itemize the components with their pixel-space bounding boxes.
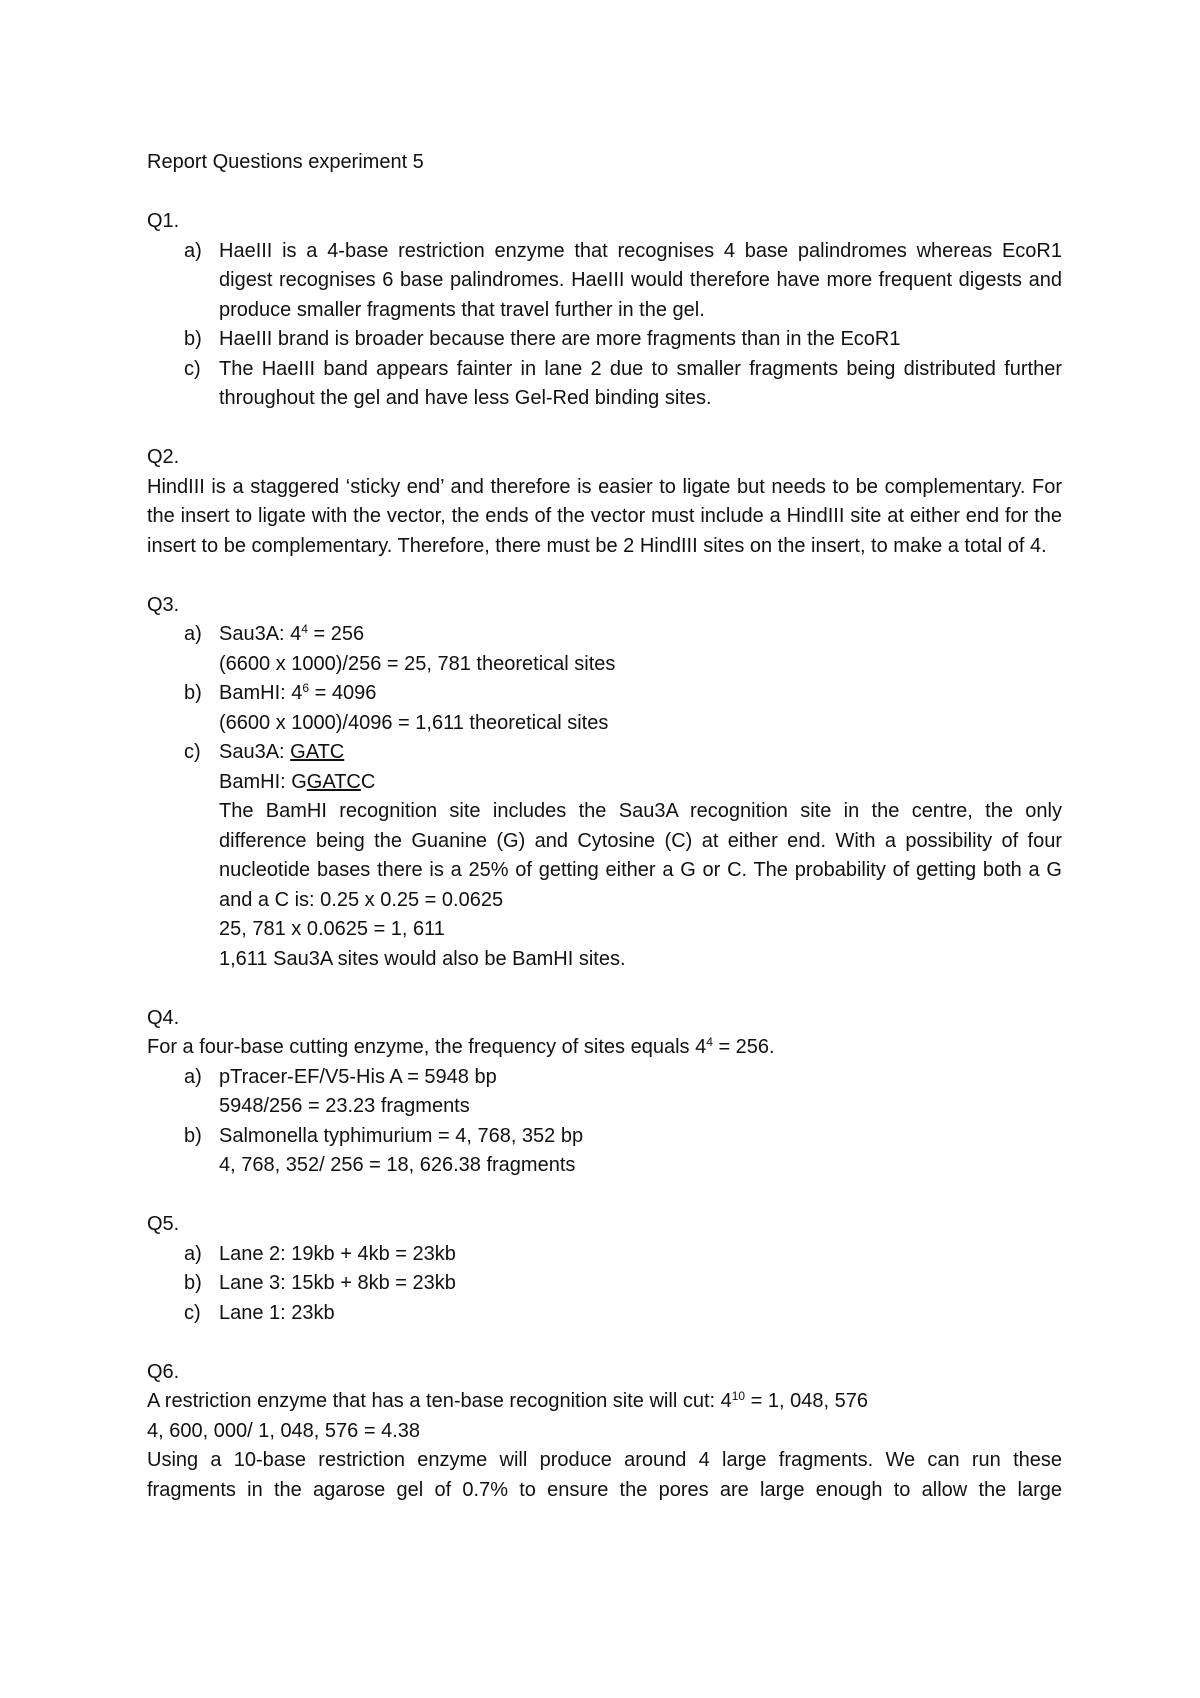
question-1-item-b xyxy=(147,325,1062,355)
question-6-line1 xyxy=(147,1387,1062,1417)
question-3-c-calc: 25, 781 x 0.0625 = 1, 611 xyxy=(219,918,445,940)
list-marker: b) xyxy=(184,328,202,350)
question-1-list xyxy=(147,237,1062,414)
question-6-text: Using a 10-base restriction enzyme will produce around 4 large fragments. We can run these fragments in the agarose gel of 0.7% to ensure the pores are large enough to allow the large xyxy=(147,1449,1062,1501)
question-4-a-line1: pTracer-EF/V5-His A = 5948 bp xyxy=(219,1065,497,1088)
question-4-intro xyxy=(147,1033,1062,1063)
list-marker: b) xyxy=(184,1124,202,1147)
question-4 xyxy=(147,1004,1062,1181)
list-marker: a) xyxy=(184,1065,202,1088)
list-marker: a) xyxy=(184,623,202,645)
question-1 xyxy=(147,207,1062,414)
question-1-item-c xyxy=(147,355,1062,414)
formula-text: = 256. xyxy=(712,1036,775,1058)
question-3-heading: Q3. xyxy=(147,593,180,616)
exponent: 10 xyxy=(731,1389,746,1403)
question-5-item-b xyxy=(147,1269,1062,1299)
list-marker: c) xyxy=(184,357,201,380)
sau3a-sequence-line xyxy=(219,738,1062,768)
list-marker: a) xyxy=(184,239,202,262)
bamhi-sequence-line xyxy=(219,768,1062,798)
question-5-b-text: Lane 3: 15kb + 8kb = 23kb xyxy=(219,1272,456,1294)
sequence-label: Sau3A: xyxy=(219,741,291,763)
exponent: 6 xyxy=(302,681,310,695)
formula-text: = 4096 xyxy=(309,682,377,704)
exponent: 4 xyxy=(706,1035,713,1049)
question-3-a-formula xyxy=(219,620,1062,650)
question-4-b-line2: 4, 768, 352/ 256 = 18, 626.38 fragments xyxy=(219,1154,576,1176)
question-1-heading: Q1. xyxy=(147,210,180,232)
question-5-item-a xyxy=(147,1240,1062,1270)
question-4-b-line1: Salmonella typhimurium = 4, 768, 352 bp xyxy=(219,1124,584,1147)
question-5 xyxy=(147,1210,1062,1328)
question-4-list xyxy=(147,1063,1062,1181)
question-3-b-formula xyxy=(219,679,1062,709)
formula-text: BamHI: 4 xyxy=(219,682,303,704)
question-4-heading: Q4. xyxy=(147,1006,180,1029)
question-5-list xyxy=(147,1240,1062,1329)
list-marker: b) xyxy=(184,1272,202,1294)
question-3-c-result: 1,611 Sau3A sites would also be BamHI sites. xyxy=(219,947,626,970)
list-marker: b) xyxy=(184,682,202,704)
question-3-a-calc: (6600 x 1000)/256 = 25, 781 theoretical sites xyxy=(219,652,616,675)
question-5-item-c xyxy=(147,1299,1062,1329)
question-2 xyxy=(147,443,1062,561)
question-1-a-text: HaeIII is a 4-base restriction enzyme that recognises 4 base palindromes whereas EcoR1 digest recognises 6 base palindromes. HaeIII would therefore have more frequent digests and produce smaller fragments that travel further in the gel. xyxy=(219,239,1062,321)
question-6 xyxy=(147,1358,1062,1506)
exponent: 4 xyxy=(301,622,308,636)
formula-text: Sau3A: 4 xyxy=(219,623,302,645)
question-1-c-text: The HaeIII band appears fainter in lane 2 due to smaller fragments being distributed further throughout the gel and have less Gel-Red binding sites. xyxy=(219,357,1062,409)
sau3a-sequence: GATC xyxy=(290,741,345,763)
question-4-a-line2: 5948/256 = 23.23 fragments xyxy=(219,1095,470,1117)
formula-text: A restriction enzyme that has a ten-base recognition site will cut: 4 xyxy=(147,1390,732,1412)
question-5-heading: Q5. xyxy=(147,1213,180,1235)
list-marker: a) xyxy=(184,1242,202,1265)
bamhi-core-sequence: GATC xyxy=(306,770,361,793)
question-4-item-a xyxy=(147,1063,1062,1122)
list-marker: c) xyxy=(184,741,201,763)
list-marker: c) xyxy=(184,1301,201,1324)
question-3-item-c xyxy=(147,738,1062,974)
document-body xyxy=(147,148,1062,1505)
document-title: Report Questions experiment 5 xyxy=(147,151,424,173)
question-3-item-a xyxy=(147,620,1062,679)
question-1-item-a xyxy=(147,237,1062,326)
question-3-c-text: The BamHI recognition site includes the Sau3A recognition site in the centre, the only difference being the Guanine (G) and Cytosine (C) at either end. With a possibility of four nucleotide bases there is a 25% of getting either a G or C. The probability of getting both a G and a C is: 0.25 x 0.25 = 0.0625 xyxy=(219,800,1062,911)
question-5-a-text: Lane 2: 19kb + 4kb = 23kb xyxy=(219,1242,456,1265)
question-2-text: HindIII is a staggered ‘sticky end’ and therefore is easier to ligate but needs to be complementary. For the insert to ligate with the vector, the ends of the vector must include a HindIII site at either end for the insert to be complementary. Therefore, there must be 2 HindIII sites on the insert, to make a total of 4. xyxy=(147,475,1062,557)
question-3-list xyxy=(147,620,1062,974)
sequence-end: C xyxy=(360,770,376,793)
formula-text: = 1, 048, 576 xyxy=(745,1390,868,1412)
question-4-item-b xyxy=(147,1122,1062,1181)
question-3 xyxy=(147,591,1062,975)
question-3-b-calc: (6600 x 1000)/4096 = 1,611 theoretical sites xyxy=(219,711,609,734)
question-3-item-b xyxy=(147,679,1062,738)
sequence-label: BamHI: G xyxy=(219,770,307,793)
formula-text: For a four-base cutting enzyme, the frequency of sites equals 4 xyxy=(147,1036,707,1058)
question-6-line2: 4, 600, 000/ 1, 048, 576 = 4.38 xyxy=(147,1419,421,1442)
question-1-b-text: HaeIII brand is broader because there are more fragments than in the EcoR1 xyxy=(219,328,901,350)
question-6-heading: Q6. xyxy=(147,1360,180,1383)
question-2-heading: Q2. xyxy=(147,446,180,468)
question-5-c-text: Lane 1: 23kb xyxy=(219,1301,335,1324)
formula-text: = 256 xyxy=(307,623,365,645)
